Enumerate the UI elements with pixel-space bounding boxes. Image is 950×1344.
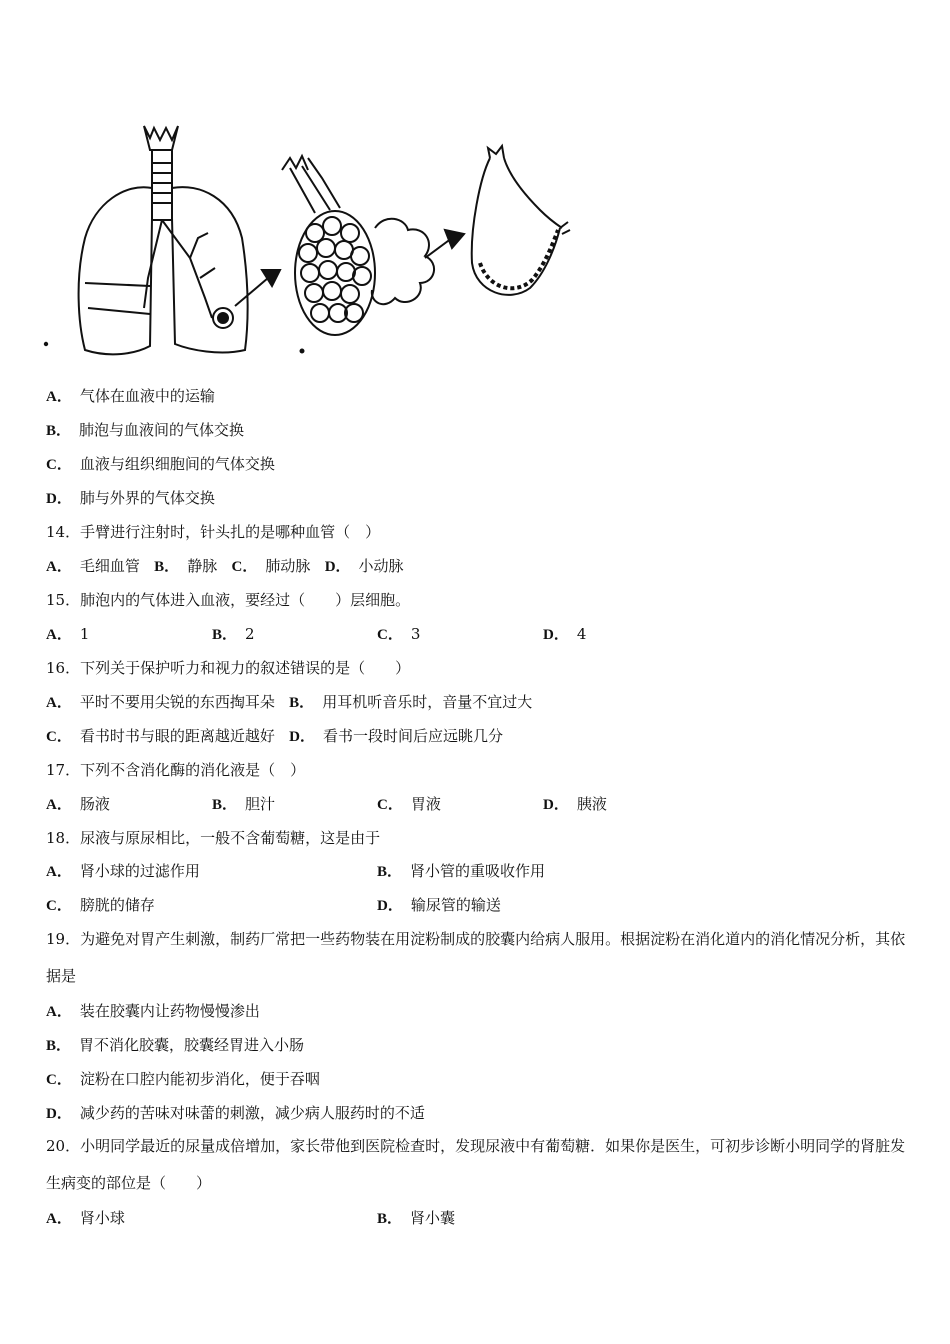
q20-option-b[interactable] [377,1208,455,1229]
option-text: 肺动脉 [265,557,311,575]
q18-stem: 18．尿液与原尿相比，一般不含葡萄糖，这是由于 [46,829,381,847]
option-label: D． [46,1106,72,1122]
q18-option-d[interactable] [377,895,501,916]
q17-option-c[interactable] [377,794,441,815]
q13-option-a[interactable] [46,386,215,407]
option-label: B． [46,423,72,439]
option-label: D． [377,898,403,914]
q15-option-a[interactable] [46,624,89,645]
option-label: C． [46,898,72,914]
option-text: 肾小球的过滤作用 [79,862,200,880]
q15-option-d[interactable] [543,624,586,645]
option-label: D． [289,729,316,745]
lungs-drawing [79,126,280,354]
option-text: 毛细血管 [79,557,140,575]
option-label: C． [377,797,403,813]
option-text: 血液与组织细胞间的气体交换 [79,455,275,473]
q17-option-b[interactable] [212,794,275,815]
q14-option-a[interactable] [46,557,140,575]
q17-stem: 17．下列不含消化酶的消化液是（ ） [46,761,306,779]
option-label: B． [212,627,238,643]
q14-option-d[interactable] [325,557,404,575]
alveoli-cluster-drawing [45,156,464,353]
option-label: D． [543,627,569,643]
option-label: A． [46,1211,72,1227]
q16-stem: 16．下列关于保护听力和视力的叙述错误的是（ ） [46,659,411,677]
q16-options-row2 [46,726,503,747]
q19-option-b[interactable] [46,1035,304,1056]
option-label: D． [543,797,569,813]
option-label: B． [154,559,180,575]
option-text: 胰液 [576,795,607,813]
option-text: 膀胱的储存 [79,896,155,914]
q17-option-d[interactable] [543,794,607,815]
q15-option-c[interactable] [377,624,420,645]
single-alveolus-drawing [472,146,570,295]
option-label: A． [46,1004,72,1020]
q19-option-d[interactable] [46,1103,425,1124]
q15-stem: 15．肺泡内的气体进入血液，要经过（ ）层细胞。 [46,591,411,609]
q16-option-d[interactable] [289,727,503,745]
option-label: C． [46,1072,72,1088]
q16-option-b[interactable] [289,693,532,711]
q17-option-a[interactable] [46,794,110,815]
q19-option-c[interactable] [46,1069,320,1090]
option-text: 淀粉在口腔内能初步消化，便于吞咽 [79,1070,320,1088]
option-text: 用耳机听音乐时，音量不宜过大 [322,693,533,711]
q13-option-b[interactable] [46,420,244,441]
option-label: C． [231,559,258,575]
q14-option-c[interactable] [232,557,311,575]
option-label: B． [377,1211,403,1227]
option-text: 肺泡与血液间的气体交换 [79,421,245,439]
option-text: 肠液 [79,795,110,813]
q13-option-c[interactable] [46,454,275,475]
option-label: B． [377,864,403,880]
option-text: 看书时书与眼的距离越近越好 [79,727,275,745]
option-text: 静脉 [187,557,218,575]
option-label: A． [46,695,72,711]
q18-option-a[interactable] [46,861,200,882]
option-label: A． [46,797,72,813]
option-label: B． [289,695,315,711]
q18-option-c[interactable] [46,895,155,916]
option-label: A． [46,864,72,880]
option-text: 2 [245,625,255,643]
option-text: 减少药的苦味对味蕾的刺激，减少病人服药时的不适 [79,1104,425,1122]
q14-option-b[interactable] [154,557,217,575]
option-label: A． [46,559,72,575]
option-text: 输尿管的输送 [410,896,501,914]
option-text: 4 [576,625,587,643]
q19-option-a[interactable] [46,1001,260,1022]
option-text: 肾小球 [79,1209,125,1227]
option-text: 看书一段时间后应远眺几分 [323,727,504,745]
respiratory-diagram [40,118,580,364]
option-text: 胃液 [410,795,441,813]
option-text: 小动脉 [358,557,404,575]
q13-option-d[interactable] [46,488,215,509]
q16-option-a[interactable] [46,693,275,711]
q20-stem: 20．小明同学最近的尿量成倍增加，家长带他到医院检查时，发现尿液中有葡萄糖．如果你是医生，可初步诊断小明同学的肾脏发生病变的部位是（ ） [46,1137,906,1192]
option-label: C． [46,457,72,473]
option-label: B． [212,797,238,813]
q15-option-b[interactable] [212,624,255,645]
q14-stem: 14．手臂进行注射时，针头扎的是哪种血管（ ） [46,523,381,541]
option-label: B． [46,1038,72,1054]
option-label: D． [46,491,72,507]
respiratory-diagram-svg [40,118,580,364]
q20-option-a[interactable] [46,1208,125,1229]
q16-options-row1 [46,692,532,713]
option-text: 平时不要用尖锐的东西掏耳朵 [79,693,275,711]
option-text: 肾小囊 [410,1209,456,1227]
option-text: 装在胶囊内让药物慢慢渗出 [79,1002,260,1020]
option-text: 胆汁 [245,795,276,813]
q14-options [46,556,404,577]
option-text: 胃不消化胶囊，胶囊经胃进入小肠 [79,1036,305,1054]
option-label: C． [377,627,403,643]
q16-option-c[interactable] [46,727,275,745]
option-text: 3 [410,625,421,643]
option-text: 气体在血液中的运输 [79,387,215,405]
q19-stem: 19．为避免对胃产生刺激，制药厂常把一些药物装在用淀粉制成的胶囊内给病人服用。根据淀粉在消化道内的消化情况分析，其依据是 [46,930,906,985]
option-label: D． [324,559,351,575]
option-label: A． [46,389,72,405]
option-label: C． [46,729,72,745]
option-text: 肺与外界的气体交换 [79,489,215,507]
option-label: A． [46,627,72,643]
q18-option-b[interactable] [377,861,545,882]
option-text: 肾小管的重吸收作用 [410,862,546,880]
option-text: 1 [79,625,90,643]
